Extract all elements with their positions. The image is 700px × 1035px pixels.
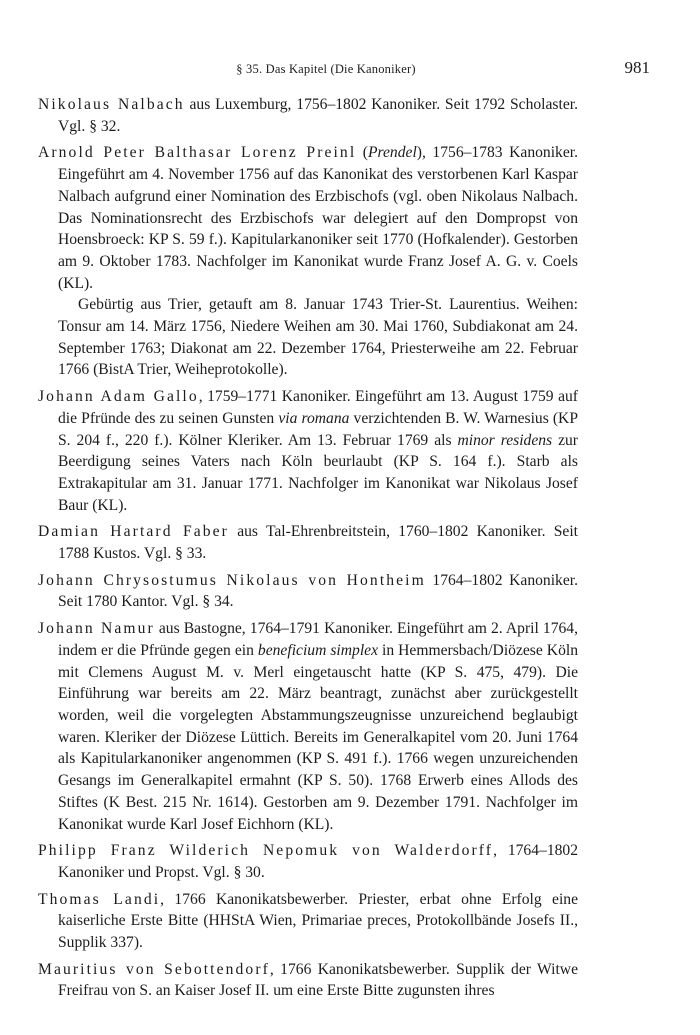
person-name: Arnold Peter Balthasar Lorenz Preinl [38,144,357,162]
body-text [38,94,578,1007]
entry-text: aus Tal-Ehrenbreitstein, 1760–1802 Kanoniker. Seit 1788 Kustos. Vgl. § 33. [58,523,578,563]
entry-text: zur Beerdigung seines Vaters nach Köln beurlaubt (KP S. 164 f.). Starb als Extrakapitular am 31. Januar 1771. Nachfolger im Kanonikat war Nikolaus Josef Baur (KL). [58,431,578,514]
person-name: Mauritius von Sebottendorf [38,960,270,978]
entry-paragraph [38,386,578,516]
entry-johann-namur [38,618,578,835]
person-name: Thomas Landi [38,890,161,908]
entry-text: in Hemmersbach/Diözese Köln mit Clemens August M. v. Merl eingetauscht hatte (KP S. 475, 479). Die Einführung war bereits am 22. März beantragt, zunächst aber zurückgestellt worden, weil die vorgelegten Abstammungszeugnisse unzureichend beglaubigt waren. Kleriker der Diözese Lüttich. Bereits im Generalkapitel vom 20. Juni 1764 als Kapitularkanoniker angenommen (KP S. 491 f.). 1766 wegen unzureichenden Gesangs im Generalkapitel ermahnt (KP S. 50). 1768 Erwerb eines Allods des Stiftes (K Best. 215 Nr. 1614). Gestorben am 9. Dezember 1791. Nachfolger im Kanonikat wurde Karl Josef Eichhorn (KL). [58,641,578,833]
entry-text: , 1766 Kanonikatsbewerber. Supplik der Witwe Freifrau von S. an Kaiser Josef II. um eine Erste Bitte zugunsten ihres [58,960,578,1000]
entry-text: ), 1756–1783 Kanoniker. Eingeführt am 4. November 1756 auf das Kanonikat des verstorbenen Karl Kaspar Nalbach aufgrund einer Nomination des Erzbischofs (vgl. oben Nikolaus Nalbach. Das Nominationsrecht des Erzbischofs war delegiert auf den Dompropst von Hoensbroeck: KP S. 59 f.). Kapitularkanoniker seit 1770 (Hofkalender). Gestorben am 9. Oktober 1783. Nachfolger im Kanonikat wurde Franz Josef A. G. v. Coels (KL). [58,144,578,292]
biography-paragraph: Gebürtig aus Trier, getauft am 8. Januar 1743 Trier-St. Laurentius. Weihen: Tonsur am 14. März 1756, Niedere Weihen am 30. Mai 1760, Subdiakonat am 24. September 1763; Diakonat am 22. Dezember 1764, Priesterweihe am 22. Februar 1766 (BistA Trier, Weiheprotokolle). [58,296,578,379]
person-name: Nikolaus Nalbach [38,96,185,113]
entry-paragraph [38,959,578,1002]
entry-text: , 1764–1802 Kanoniker und Propst. Vgl. § 30. [58,842,579,881]
entry-paragraph [38,94,578,137]
person-name: Philipp Franz Wilderich Nepomuk von Walderdorff [38,842,494,860]
entry-mauritius-sebottendorf [38,959,578,1002]
entry-paragraph [38,142,578,294]
entry-thomas-landi [38,889,578,954]
latin-term: via romana [278,409,350,427]
latin-term: minor residens [457,431,553,449]
entry-paragraph [38,570,578,613]
entry-arnold-preinl [38,142,578,381]
entry-paragraph [38,889,578,954]
entry-text: , 1766 Kanonikatsbewerber. Priester, erbat ohne Erfolg eine kaiserliche Erste Bitte (HHStA Wien, Primariae preces, Protokollbände Josefs II., Supplik 337). [58,890,578,952]
latin-term: beneficium simplex [257,641,378,659]
entry-text: aus Bastogne, 1764–1791 Kanoniker. Eingeführt am 2. April 1764, indem er die Pfründe gegen ein [58,620,578,659]
person-name: Johann Adam Gallo [38,388,199,406]
running-head-title: § 35. Das Kapitel (Die Kanoniker) [236,62,416,76]
entry-philipp-walderdorff [38,840,578,883]
entry-johann-gallo [38,386,578,516]
entry-text: verzichtenden B. W. Warnesius (KP S. 204 f., 220 f.). Kölner Kleriker. Am 13. Februar 1769 als [58,409,578,449]
entry-paragraph [38,618,578,835]
name-variant: Prendel [368,144,417,162]
entry-paragraph [38,521,578,564]
page-number: 981 [624,58,650,77]
entry-text: 1764–1802 Kanoniker. Seit 1780 Kantor. Vgl. § 34. [58,571,578,611]
entry-johann-hontheim [38,570,578,613]
entry-paragraph [38,840,579,883]
person-name: Johann Namur [38,620,155,638]
entry-nikolaus-nalbach [38,94,578,137]
entry-text: , 1759–1771 Kanoniker. Eingeführt am 13. August 1759 auf die Pfründe des zu seinen Gunsten [58,388,578,427]
entry-text: ( [356,144,368,162]
entry-text: aus Luxemburg, 1756–1802 Kanoniker. Seit 1792 Scholaster. Vgl. § 32. [58,96,578,135]
entry-damian-faber [38,521,578,564]
person-name: Damian Hartard Faber [38,523,229,541]
person-name: Johann Chrysostumus Nikolaus von Hontheim [38,571,426,589]
running-head [38,58,678,82]
